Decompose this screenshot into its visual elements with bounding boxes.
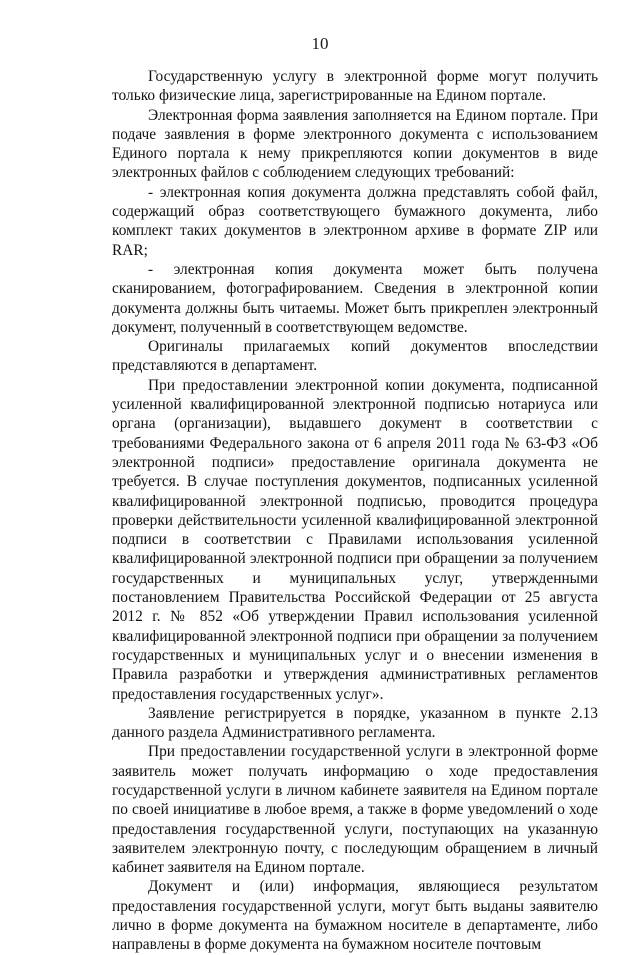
paragraph-electronic-signature: При предоставлении электронной копии документа, подписанной усиленной квалифицированной электронной подписью нотариуса или органа (организации), выдавшего документ в соответствии с требованиями Федерального закона от 6 апреля 2011 года № 63-ФЗ «Об электронной подписи» предоставление оригинала документа не требуется. В случае поступления документов, подписанных усиленной квалифицированной электронной подписью, проводится процедура проверки действительности усиленной квалифицированной электронной подписи в соответствии с Правилами использования усиленной квалифицированной электронной подписи при обращении за получением государственных и муниципальных услуг, утвержденными постановлением Правительства Российской Федерации от 25 августа 2012 г. № 852 «Об утверждении Правил использования усиленной квалифицированной электронной подписи при обращении за получением государственных и муниципальных услуг и о внесении изменения в Правила разработки и утверждения административных регламентов предоставления государственных услуг». (112, 376, 598, 703)
list-item-scanning: - электронная копия документа может быть получена сканированием, фотографированием. Сведения в электронной копии документа должны быть читаемы. Может быть прикреплен электронный документ, полученный в соответствующем ведомстве. (112, 260, 598, 336)
paragraph-registration: Заявление регистрируется в порядке, указанном в пункте 2.13 данного раздела Административного регламента. (112, 704, 598, 742)
paragraph-eligibility: Государственную услугу в электронной форме могут получить только физические лица, зарегистрированные на Едином портале. (112, 68, 598, 105)
document-body (112, 67, 598, 955)
page-number: 10 (311, 34, 329, 53)
paragraph-result-delivery: Документ и (или) информация, являющиеся результатом предоставления государственной услуги, могут быть выданы заявителю лично в форме документа на бумажном носителе в департаменте, либо направлены в форме документа на бумажном носителе почтовым (112, 878, 598, 954)
list-item-file-format: - электронная копия документа должна представлять собой файл, содержащий образ соответствующего бумажного документа, либо комплект таких документов в электронном архиве в формате ZIP или RAR; (112, 183, 598, 259)
paragraph-status-info: При предоставлении государственной услуги в электронной форме заявитель может получать информацию о ходе предоставления государственной услуги в личном кабинете заявителя на Едином портале по своей инициативе в любое время, а также в форме уведомлений о ходе предоставления государственной услуги, поступающих на указанную заявителем электронную почту, с последующим обращением в личный кабинет заявителя на Едином портале. (112, 743, 598, 877)
paragraph-application-form: Электронная форма заявления заполняется на Едином портале. При подаче заявления в форме электронного документа с использованием Единого портала к нему прикрепляются копии документов в виде электронных файлов с соблюдением следующих требований: (112, 106, 598, 182)
paragraph-originals: Оригиналы прилагаемых копий документов впоследствии представляются в департамент. (112, 338, 598, 375)
